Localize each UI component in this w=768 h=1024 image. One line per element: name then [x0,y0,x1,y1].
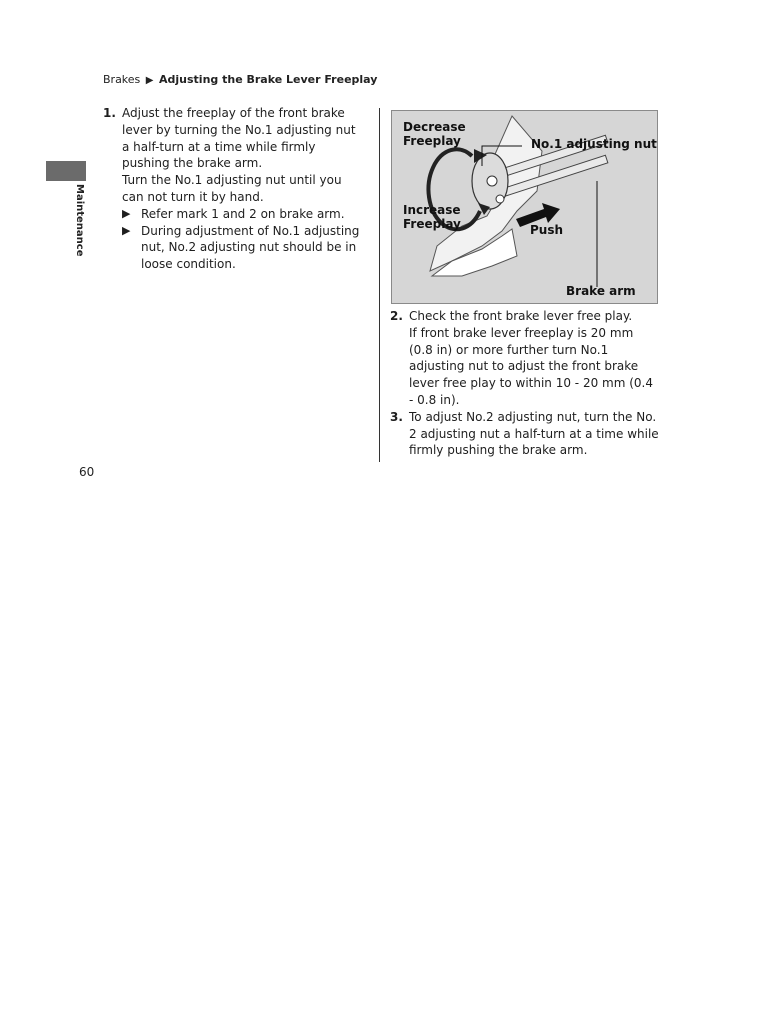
label-increase: Increase Freeplay [403,203,461,231]
step-text-2: Turn the No.1 adjusting nut until you can not turn it by hand. [122,173,342,204]
step-3 [390,409,660,459]
adjusting-nut [487,176,497,186]
side-tab-label: Maintenance [74,184,85,257]
brake-arm-figure [391,110,658,304]
triangle-right-icon: ▶ [122,206,131,220]
step-number: 1. [103,106,116,120]
nut-2 [496,195,504,203]
step-text-2: If front brake lever freeplay is 20 mm (0.8 in) or more further turn No.1 adjusting nut to adjust the front brake lever free play to within 10 - 20 mm (0.4 - 0.8 in). [409,325,653,407]
left-column [103,105,365,273]
page-number: 60 [79,465,95,479]
step-text: Check the front brake lever free play. [409,309,633,323]
triangle-right-icon: ▶ [122,223,131,237]
triangle-right-icon: ▶ [145,75,154,86]
step-1 [103,105,365,273]
breadcrumb [103,73,377,86]
step-text: Adjust the freeplay of the front brake lever by turning the No.1 adjusting nut a half-turn at a time while firmly pushing the brake arm. [122,106,356,171]
right-column [390,308,660,459]
breadcrumb-section[interactable]: Brakes [103,73,141,86]
label-push: Push [530,223,564,237]
step-2 [390,308,660,409]
step-number: 2. [390,309,403,323]
label-arm: Brake arm [566,284,636,298]
label-nut: No.1 adjusting nut [531,137,657,151]
step-text: To adjust No.2 adjusting nut, turn the No. 2 adjusting nut a half-turn at a time while firmly pushing the brake arm. [409,409,659,458]
label-decrease: Decrease Freeplay [403,120,466,148]
column-divider [379,108,380,462]
side-tab-marker [46,161,86,181]
step-note: ▶ During adjustment of No.1 adjusting nut, No.2 adjusting nut should be in loose condition. [122,223,360,272]
step-number: 3. [390,409,403,424]
breadcrumb-current: Adjusting the Brake Lever Freeplay [159,73,378,86]
step-note: ▶ Refer mark 1 and 2 on brake arm. [122,206,345,221]
